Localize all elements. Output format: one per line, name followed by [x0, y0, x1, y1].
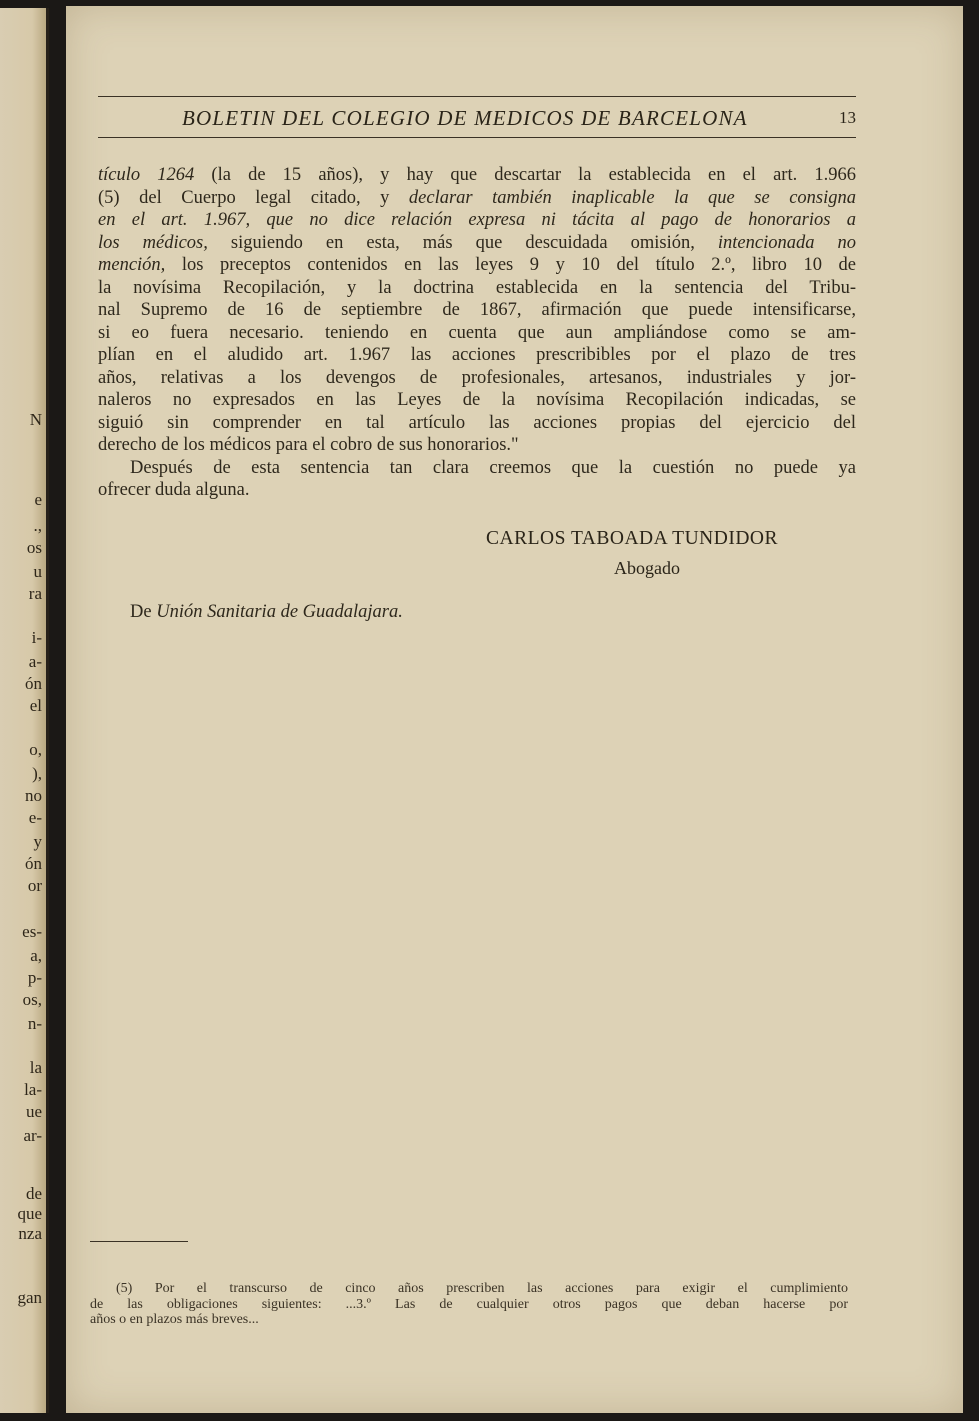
source-prefix: De: [130, 602, 157, 622]
facing-page-fragment: ón: [25, 674, 42, 693]
facing-page-fragment: e-: [28, 808, 42, 827]
facing-page-fragment: es-: [22, 922, 42, 941]
facing-page-edge: [0, 8, 49, 1413]
text-line: [98, 389, 856, 412]
facing-page-fragment: n-: [27, 1014, 42, 1033]
text-line: [98, 277, 856, 300]
facing-page-fragment: ),: [32, 764, 42, 783]
facing-page-fragment: ue: [25, 1102, 42, 1121]
text-span: (5) del Cuerpo legal citado, y: [98, 187, 409, 208]
footnote-rule: [90, 1241, 188, 1242]
text-line: [98, 299, 856, 322]
text-line: [98, 322, 856, 345]
facing-page-fragment: de: [25, 1184, 42, 1203]
author-name: CARLOS TABOADA TUNDIDOR: [486, 528, 778, 549]
facing-page-fragment: no: [25, 786, 42, 805]
facing-page-fragment: ra: [28, 584, 42, 603]
italic-span: mención,: [98, 255, 166, 275]
text-span: años, relativas a los devengos de profesionales, artesanos, industriales y jor-: [98, 367, 856, 388]
text-line: [98, 457, 856, 480]
facing-page-fragment: ar-: [23, 1126, 42, 1145]
text-span: ofrecer duda alguna.: [98, 480, 250, 500]
italic-span: tículo 1264: [98, 165, 195, 185]
facing-page-fragment: o,: [29, 740, 42, 759]
text-line: [98, 479, 856, 502]
italic-span: intencionada no: [717, 232, 856, 253]
text-line: [98, 232, 856, 255]
text-line: [98, 164, 856, 187]
author-role: Abogado: [614, 558, 680, 578]
facing-page-fragment: N: [29, 410, 42, 429]
body-text: [98, 164, 856, 502]
text-line: [98, 367, 856, 390]
text-line: [98, 344, 856, 367]
facing-page-fragment: e: [34, 490, 42, 509]
text-span: Después de esta sentencia tan clara creemos que la cuestión no puede ya: [130, 457, 856, 478]
italic-span: los médicos,: [98, 232, 208, 253]
footnote: [90, 1281, 848, 1328]
running-title: BOLETIN DEL COLEGIO DE MEDICOS DE BARCELONA: [182, 106, 748, 130]
facing-page-fragment: os: [26, 538, 42, 557]
text-span: la novísima Recopilación, y la doctrina establecida en la sentencia del Tribu-: [98, 277, 856, 298]
facing-page-fragment: y: [33, 832, 42, 851]
facing-page-fragment: que: [17, 1204, 42, 1223]
text-line: [98, 412, 856, 435]
text-line: [98, 187, 856, 210]
text-span: nal Supremo de 16 de septiembre de 1867, afirmación que puede intensificarse,: [98, 300, 856, 320]
footnote-line: (5) Por el transcurso de cinco años prescriben las acciones para exigir el cumplimiento: [116, 1281, 848, 1296]
text-span: plían en el aludido art. 1.967 las acciones prescribibles por el plazo de tres: [98, 345, 856, 365]
facing-page-fragment: or: [27, 876, 42, 895]
text-span: si eo fuera necesario. teniendo en cuenta que aun ampliándose como se am-: [98, 322, 856, 343]
running-header: [98, 96, 856, 138]
facing-page-fragment: nza: [18, 1224, 42, 1243]
text-span: derecho de los médicos para el cobro de sus honorarios.": [98, 435, 519, 455]
text-line: [98, 254, 856, 277]
italic-span: declarar también inaplicable la que se consigna: [408, 187, 856, 208]
text-span: (la de 15 años), y hay que descartar la establecida en el art. 1.966: [194, 165, 856, 185]
text-span: los preceptos contenidos en las leyes 9 y 10 del título 2.º, libro 10 de: [165, 255, 856, 275]
source-attribution: [130, 602, 403, 623]
facing-page-fragment: .,: [33, 516, 42, 535]
text-span: siguió sin comprender en tal artículo las acciones propias del ejercicio del: [98, 412, 856, 433]
facing-page-fragment: a,: [30, 946, 42, 965]
facing-page-fragment: ón: [25, 854, 42, 873]
text-span: naleros no expresados en las Leyes de la novísima Recopilación indicadas, se: [98, 390, 856, 410]
text-span: siguiendo en esta, más que descuidada omisión,: [207, 232, 718, 253]
facing-page-fragment: la: [29, 1058, 42, 1077]
facing-page-fragment: p-: [27, 968, 42, 987]
facing-page-fragment: i-: [31, 628, 42, 647]
text-line: [98, 209, 856, 232]
facing-page-fragment: a-: [28, 652, 42, 671]
document-page: [66, 6, 963, 1413]
facing-page-fragment: u: [33, 562, 42, 581]
facing-page-fragment: la-: [24, 1080, 42, 1099]
footnote-line: años o en plazos más breves...: [90, 1312, 259, 1327]
italic-span: en el art. 1.967, que no dice relación expresa ni tácita al pago de honorarios a: [98, 210, 856, 230]
text-line: [98, 434, 856, 457]
page-number: 13: [839, 108, 856, 127]
facing-page-fragment: gan: [17, 1288, 42, 1307]
facing-page-fragment: el: [29, 696, 42, 715]
footnote-line: de las obligaciones siguientes: ...3.º Las de cualquier otros pagos que deban hacerse por: [90, 1296, 848, 1312]
source-title: Unión Sanitaria de Guadalajara.: [156, 602, 403, 622]
facing-page-fragment: os,: [22, 990, 42, 1009]
